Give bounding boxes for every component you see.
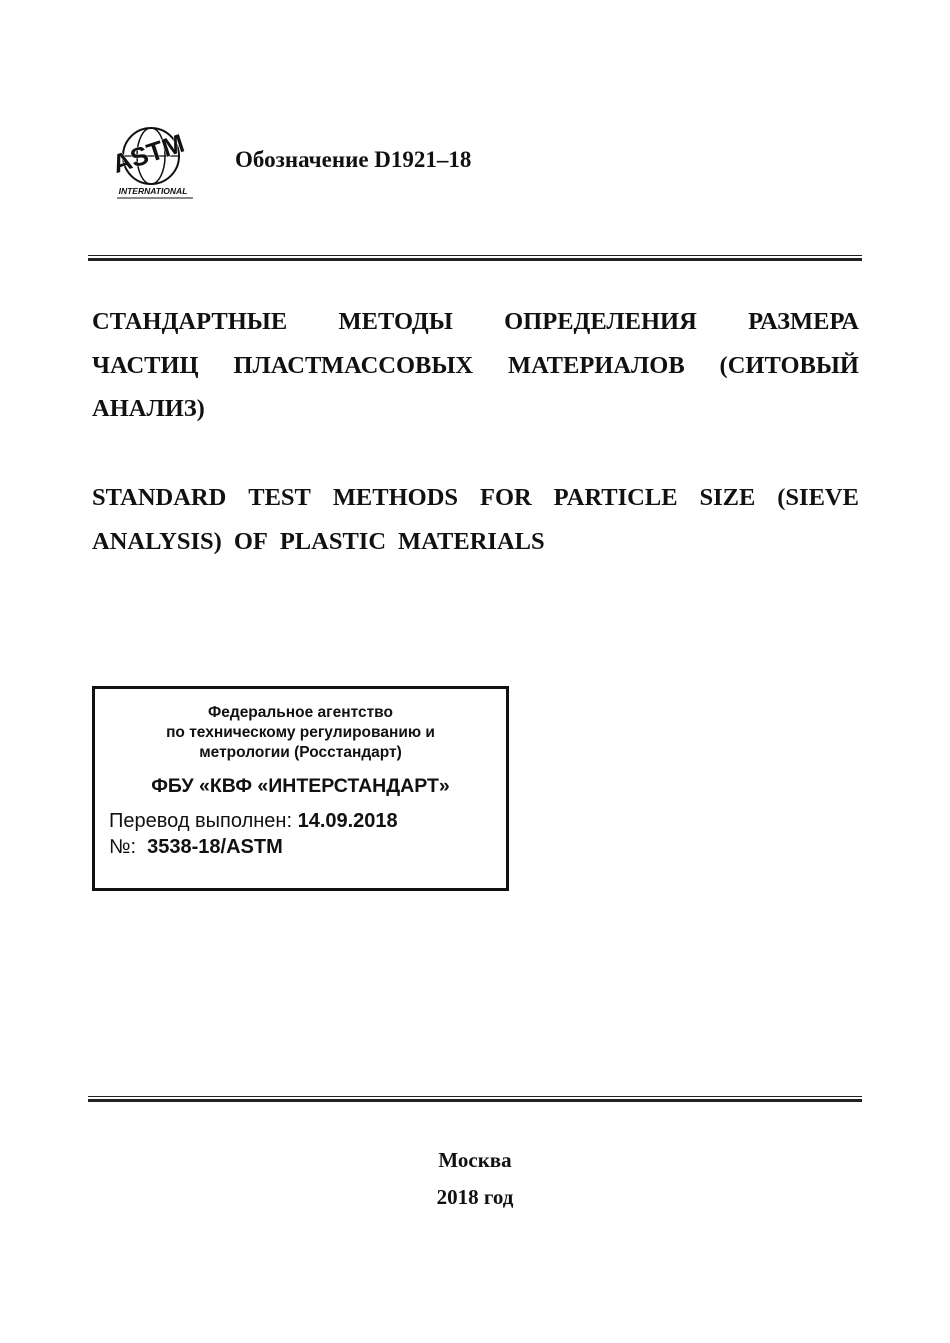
title-word: СТАНДАРТНЫЕ [92,308,288,335]
title-word: PARTICLE [553,484,678,511]
title-word: (СИТОВЫЙ [719,351,859,379]
title-word: SIZE [699,484,756,511]
footer-city: Москва [438,1148,512,1172]
logo-subtext: INTERNATIONAL [118,186,188,196]
translation-stamp [92,686,509,891]
translation-date-row [109,808,506,834]
title-russian [92,300,859,431]
translation-number-value: 3538-18/ASTM [147,836,283,858]
bottom-divider [88,1096,862,1102]
title-english [92,476,859,563]
title-word: PLASTIC [279,527,387,555]
title-word: (SIEVE [777,484,859,511]
title-word: MATERIALS [398,527,545,555]
stamp-organization: ФБУ «КВФ «ИНТЕРСТАНДАРТ» [151,775,450,797]
title-word: МЕТОДЫ [338,308,453,335]
title-word: METHODS [332,484,459,511]
translation-date-value: 14.09.2018 [297,810,398,832]
title-word: АНАЛИЗ) [92,395,205,422]
astm-international-logo-icon [113,126,197,200]
title-line [92,344,859,388]
title-word: ОПРЕДЕЛЕНИЯ [504,308,697,335]
stamp-agency-line: по техническому регулированию и [166,724,435,741]
title-word: STANDARD [92,484,227,511]
stamp-agency [95,703,506,763]
title-line [92,476,859,520]
translation-date-label: Перевод выполнен: [109,810,293,832]
logo-wordmark: ASTM [113,127,188,180]
title-line [92,300,859,344]
translation-number-label: №: [109,836,137,858]
footer-year: 2018 год [436,1185,514,1209]
top-divider [88,255,862,261]
astm-logo [113,126,197,200]
stamp-agency-line: метрологии (Росстандарт) [199,744,402,761]
title-line [92,520,859,564]
title-word: РАЗМЕРА [748,308,859,335]
title-word: МАТЕРИАЛОВ [507,351,685,379]
title-line [92,387,859,431]
translation-number-row [109,834,506,860]
title-word: TEST [248,484,311,511]
document-designation: Обозначение D1921–18 [235,147,472,172]
title-word: FOR [479,484,532,511]
title-word: ЧАСТИЦ [92,351,199,379]
stamp-agency-line: Федеральное агентство [208,704,393,721]
title-word: ANALYSIS) [92,527,222,555]
title-word: OF [233,527,268,555]
title-word: ПЛАСТМАССОВЫХ [233,351,474,379]
